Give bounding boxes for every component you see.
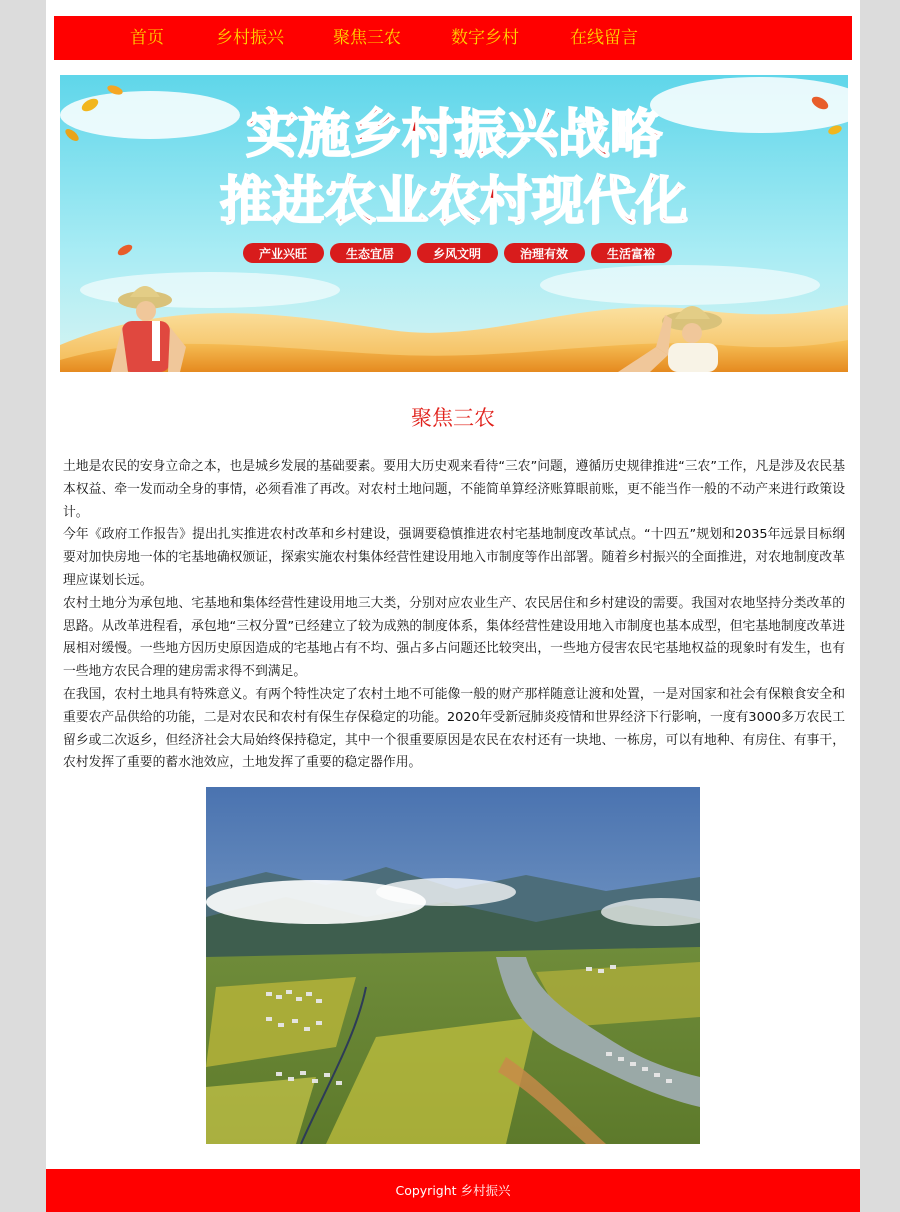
banner-tag-5: 生活富裕: [606, 247, 656, 261]
hero-banner: [60, 75, 848, 372]
village-aerial-photo: [206, 787, 700, 1144]
nav-item-digital-village[interactable]: 数字乡村: [451, 28, 519, 48]
nav-item-online-message[interactable]: 在线留言: [570, 28, 638, 48]
banner-tag-3: 乡风文明: [432, 247, 482, 261]
article-body: [63, 456, 845, 775]
banner-tag-1: 产业兴旺: [258, 247, 308, 261]
banner-graphic: [60, 75, 848, 372]
aerial-landscape-image: [206, 787, 700, 1144]
article-title: 聚焦三农: [411, 406, 495, 430]
banner-tags: [243, 243, 672, 263]
nav-item-home[interactable]: 首页: [130, 28, 164, 48]
footer-copyright: Copyright 乡村振兴: [395, 1183, 511, 1198]
page-container: [46, 0, 860, 1212]
banner-headline-2: 推进农业农村现代化: [219, 172, 689, 232]
article-paragraph-1: 土地是农民的安身立命之本，也是城乡发展的基础要素。要用大历史观来看待“三农”问题，遵循历史规律推进“三农”工作，凡是涉及农民基本权益、牵一发而动全身的事情，必须看准了再改。对农村土地问题，不能简单算经济账算眼前账，更不能当作一般的不动产来进行政策设计。: [63, 459, 845, 520]
banner-tag-4: 治理有效: [519, 247, 569, 261]
nav-item-rural-revitalization[interactable]: 乡村振兴: [216, 28, 284, 48]
article-paragraph-2: 今年《政府工作报告》提出扎实推进农村改革和乡村建设，强调要稳慎推进农村宅基地制度改革试点。“十四五”规划和2035年远景目标纲要对加快房地一体的宅基地确权颁证，探索实施农村集体经营性建设用地入市制度等作出部署。随着乡村振兴的全面推进，对农地制度改革理应谋划长远。: [63, 527, 845, 588]
main-nav: [54, 16, 852, 60]
banner-tag-2: 生态宜居: [345, 247, 395, 261]
article-paragraph-4: 在我国，农村土地具有特殊意义。有两个特性决定了农村土地不可能像一般的财产那样随意让渡和处置，一是对国家和社会有保粮食安全和重要农产品供给的功能，二是对农民和农村有保生存保稳定的功能。2020年受新冠肺炎疫情和世界经济下行影响，一度有3000多万农民工留乡或二次返乡，但经济社会大局始终保持稳定，其中一个很重要原因是农民在农村还有一块地、一栋房，可以有地种、有房住、有事干，农村发挥了重要的蓄水池效应，土地发挥了重要的稳定器作用。: [63, 686, 845, 771]
site-footer: [46, 1169, 860, 1212]
article-paragraph-3: 农村土地分为承包地、宅基地和集体经营性建设用地三大类，分别对应农业生产、农民居住和乡村建设的需要。我国对农地坚持分类改革的思路。从改革进程看，承包地“三权分置”已经建立了较为成熟的制度体系，集体经营性建设用地入市制度也基本成型，但宅基地制度改革进展相对缓慢。一些地方因历史原因造成的宅基地占有不均、强占多占问题还比较突出，一些地方侵害农民宅基地权益的现象时有发生，也有一些地方农民合理的建房需求得不到满足。: [63, 595, 845, 680]
nav-item-focus-three-rural[interactable]: 聚焦三农: [333, 28, 401, 48]
banner-headline-1: 实施乡村振兴战略: [245, 105, 663, 165]
